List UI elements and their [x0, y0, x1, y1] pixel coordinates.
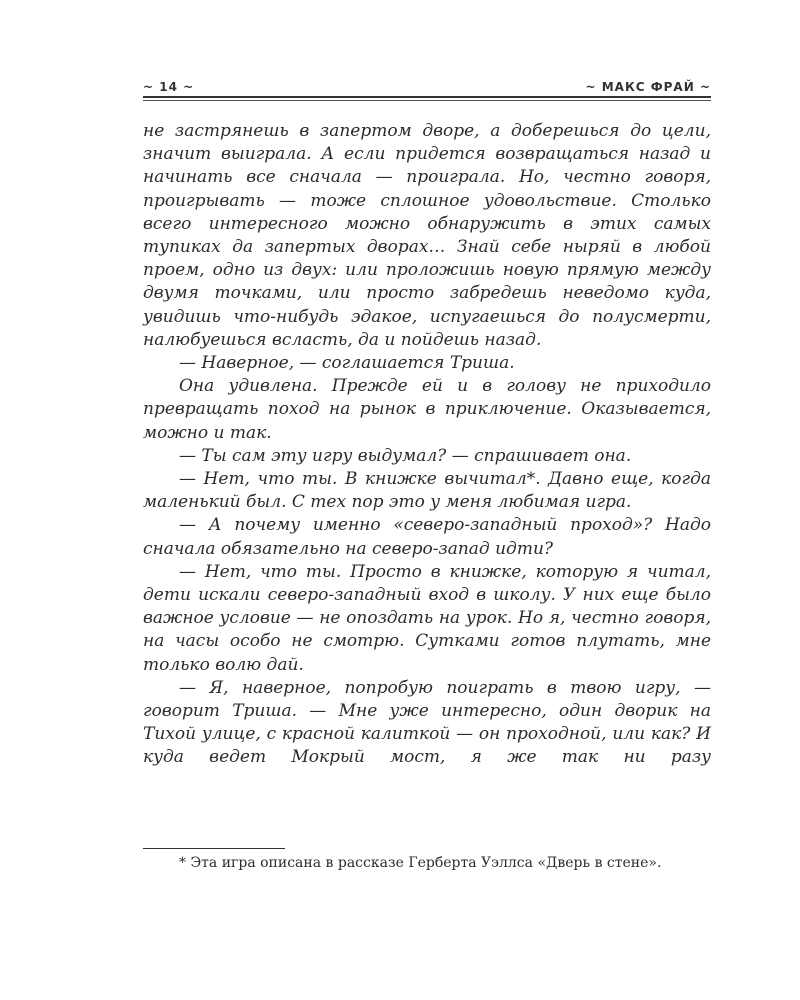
- paragraph: Она удивлена. Прежде ей и в голову не приходило превращать поход на рынок в приключение. Оказывается, можно и так.: [143, 376, 711, 443]
- paragraph: — Я, наверное, попробую поиграть в твою игру, — говорит Триша. — Мне уже интересно, один дворик на Тихой улице, с красной калиткой — он проходной, или как? И куда ведет Мокрый мост, я же так ни разу: [143, 677, 711, 768]
- footnote: * Эта игра описана в рассказе Герберта Уэллса «Дверь в стене».: [179, 855, 662, 871]
- header-rule-thin: [143, 100, 711, 101]
- header-rule-thick: [143, 96, 711, 98]
- page-number: ~ 14 ~: [143, 80, 195, 94]
- footnote-rule: [143, 848, 285, 849]
- body-text: [143, 120, 711, 770]
- paragraph: — Наверное, — соглашается Триша.: [179, 353, 515, 374]
- paragraph: — Ты сам эту игру выдумал? — спрашивает она.: [179, 445, 632, 466]
- paragraph: — Нет, что ты. Просто в книжке, которую я читал, дети искали северо-западный вход в школу. У них еще было важное условие — не опоздать на урок. Но я, честно говоря, на часы особо не смотрю. Сутками готов плутать, мне только волю дай.: [143, 561, 711, 675]
- running-title: ~ МАКС ФРАЙ ~: [585, 80, 711, 94]
- paragraph: — Нет, что ты. В книжке вычитал*. Давно еще, когда маленький был. С тех пор это у меня любимая игра.: [143, 469, 711, 513]
- running-header: [143, 76, 711, 100]
- paragraph: — А почему именно «северо-западный проход»? Надо сначала обязательно на северо-запад идти?: [143, 515, 711, 559]
- paragraph: не застрянешь в запертом дворе, а доберешься до цели, значит выиграла. А если придется возвращаться назад и начинать все сначала — проиграла. Но, честно говоря, проигрывать — тоже сплошное удовольствие. Столько всего интересного можно обнаружить в этих самых тупиках да запертых дворах… Знай себе ныряй в любой проем, одно из двух: или проложишь новую прямую между двумя точками, или просто забредешь неведомо куда, увидишь что-нибудь эдакое, испугаешься до полусмерти, налюбуешься всласть, да и пойдешь назад.: [143, 121, 711, 350]
